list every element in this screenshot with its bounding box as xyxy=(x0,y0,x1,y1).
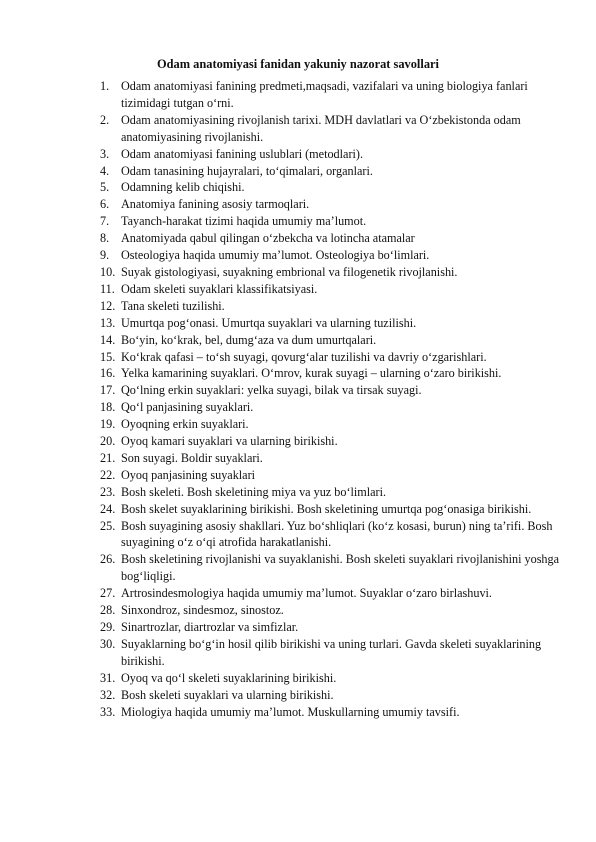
question-number: 15. xyxy=(100,349,116,364)
question-number: 13. xyxy=(100,315,116,330)
question-number: 27. xyxy=(100,586,116,601)
list-item xyxy=(100,298,562,315)
question-number: 1. xyxy=(100,79,110,93)
question-text: Sinxondroz, sindesmoz, sinostoz. xyxy=(121,603,284,618)
question-number: 33. xyxy=(100,704,116,719)
question-text: Osteologiya haqida umumiy ma’lumot. Osteologiya bo‘limlari. xyxy=(121,248,430,263)
list-item xyxy=(100,602,562,619)
question-list xyxy=(100,78,562,720)
question-text: Miologiya haqida umumiy ma’lumot. Muskullarning umumiy tavsifi. xyxy=(121,704,460,719)
question-text: Ko‘krak qafasi – to‘sh suyagi, qovurg‘alar tuzilishi va davriy o‘zgarishlari. xyxy=(121,349,487,364)
question-number: 10. xyxy=(100,264,116,279)
question-text: Yelka kamarining suyaklari. O‘mrov, kurak suyagi – ularning o‘zaro birikishi. xyxy=(121,366,502,381)
question-text: Artrosindesmologiya haqida umumiy ma’lumot. Suyaklar o‘zaro birlashuvi. xyxy=(121,586,492,601)
question-text: Suyak gistologiyasi, suyakning embrional va filogenetik rivojlanishi. xyxy=(121,264,458,279)
question-number: 3. xyxy=(100,146,110,161)
list-item xyxy=(100,704,562,721)
list-item xyxy=(100,332,562,349)
question-number: 4. xyxy=(100,163,110,178)
question-text: Umurtqa pog‘onasi. Umurtqa suyaklari va ularning tuzilishi. xyxy=(121,315,417,330)
question-number: 12. xyxy=(100,298,116,313)
list-item xyxy=(100,349,562,366)
question-text: Odamning kelib chiqishi. xyxy=(121,180,245,195)
question-text: Odam anatomiyasi fanining predmeti,maqsadi, vazifalari va uning biologiya fanlari tizimidagi tutgan o‘rni. xyxy=(121,79,528,110)
list-item xyxy=(100,365,562,382)
question-text: Anatomiyada qabul qilingan o‘zbekcha va lotincha atamalar xyxy=(121,231,415,246)
list-item xyxy=(100,163,562,180)
question-number: 17. xyxy=(100,383,116,398)
list-item xyxy=(100,213,562,230)
question-number: 20. xyxy=(100,434,116,449)
question-number: 23. xyxy=(100,484,116,499)
question-text: Bosh skeleti suyaklari va ularning birikishi. xyxy=(121,687,334,702)
question-text: Tayanch-harakat tizimi haqida umumiy ma’lumot. xyxy=(121,214,367,229)
list-item xyxy=(100,484,562,501)
list-item xyxy=(100,687,562,704)
question-number: 24. xyxy=(100,501,116,516)
list-item xyxy=(100,501,562,518)
list-item xyxy=(100,247,562,264)
list-item xyxy=(100,670,562,687)
question-text: Sinartrozlar, diartrozlar va simfizlar. xyxy=(121,620,299,634)
question-number: 16. xyxy=(100,366,116,381)
question-text: Oyoqning erkin suyaklari. xyxy=(121,417,249,432)
question-number: 21. xyxy=(100,450,116,465)
question-text: Bosh skeletining rivojlanishi va suyaklanishi. Bosh skeleti suyaklari rivojlanishini yoshga bog‘liqligi. xyxy=(121,552,560,584)
list-item xyxy=(100,433,562,450)
list-item xyxy=(100,112,562,146)
question-text: Tana skeleti tuzilishi. xyxy=(121,298,225,313)
question-text: Qo‘lning erkin suyaklari: yelka suyagi, bilak va tirsak suyagi. xyxy=(121,383,422,398)
question-number: 32. xyxy=(100,687,116,702)
question-number: 18. xyxy=(100,400,116,415)
question-text: Son suyagi. Boldir suyaklari. xyxy=(121,450,263,465)
question-text: Bosh suyagining asosiy shakllari. Yuz bo‘shliqlari (ko‘z kosasi, burun) ning ta’rifi. Bosh suyagining o‘z o‘qi atrofida harakatlanishi. xyxy=(121,518,553,550)
list-item xyxy=(100,146,562,163)
list-item xyxy=(100,399,562,416)
document-title: Odam anatomiyasi fanidan yakuniy nazorat savollari xyxy=(157,57,439,71)
question-text: Oyoq kamari suyaklari va ularning birikishi. xyxy=(121,434,338,449)
question-text: Oyoq va qo‘l skeleti suyaklarining birikishi. xyxy=(121,670,337,685)
question-number: 14. xyxy=(100,332,116,347)
list-item xyxy=(100,551,562,585)
question-number: 11. xyxy=(100,281,115,296)
list-item xyxy=(100,450,562,467)
question-number: 25. xyxy=(100,518,116,533)
list-item xyxy=(100,467,562,484)
question-number: 19. xyxy=(100,417,116,432)
question-text: Odam tanasining hujayralari, to‘qimalari, organlari. xyxy=(121,163,373,178)
list-item xyxy=(100,416,562,433)
question-number: 29. xyxy=(100,620,116,634)
question-text: Qo‘l panjasining suyaklari. xyxy=(121,400,254,415)
list-item xyxy=(100,179,562,196)
question-number: 8. xyxy=(100,231,110,246)
question-text: Odam skeleti suyaklari klassifikatsiyasi. xyxy=(121,281,318,296)
question-number: 5. xyxy=(100,180,110,195)
list-item xyxy=(100,281,562,298)
question-text: Odam anatomiyasining rivojlanish tarixi. MDH davlatlari va O‘zbekistonda odam anatomiyasining rivojlanishi. xyxy=(121,112,521,144)
list-item xyxy=(100,315,562,332)
question-text: Bosh skeleti. Bosh skeletining miya va yuz bo‘limlari. xyxy=(121,484,387,499)
question-number: 6. xyxy=(100,197,110,212)
list-item xyxy=(100,636,562,670)
question-number: 22. xyxy=(100,467,116,482)
question-number: 26. xyxy=(100,552,116,567)
question-number: 31. xyxy=(100,670,116,685)
question-text: Suyaklarning bo‘g‘in hosil qilib birikishi va uning turlari. Gavda skeleti suyaklarining birikishi. xyxy=(121,636,542,668)
question-number: 30. xyxy=(100,636,116,651)
question-number: 9. xyxy=(100,248,110,263)
question-text: Bosh skelet suyaklarining birikishi. Bosh skeletining umurtqa pog‘onasiga birikishi. xyxy=(121,501,532,516)
list-item xyxy=(100,78,562,112)
list-item xyxy=(100,230,562,247)
list-item xyxy=(100,619,562,636)
question-text: Odam anatomiyasi fanining uslublari (metodlari). xyxy=(121,146,363,161)
list-item xyxy=(100,585,562,602)
list-item xyxy=(100,382,562,399)
question-number: 28. xyxy=(100,603,116,618)
list-item xyxy=(100,264,562,281)
question-text: Anatomiya fanining asosiy tarmoqlari. xyxy=(121,197,310,212)
question-number: 7. xyxy=(100,214,110,229)
list-item xyxy=(100,518,562,552)
question-text: Oyoq panjasining suyaklari xyxy=(121,467,256,482)
question-number: 2. xyxy=(100,112,110,127)
question-text: Bo‘yin, ko‘krak, bel, dumg‘aza va dum umurtqalari. xyxy=(121,332,377,347)
list-item xyxy=(100,196,562,213)
